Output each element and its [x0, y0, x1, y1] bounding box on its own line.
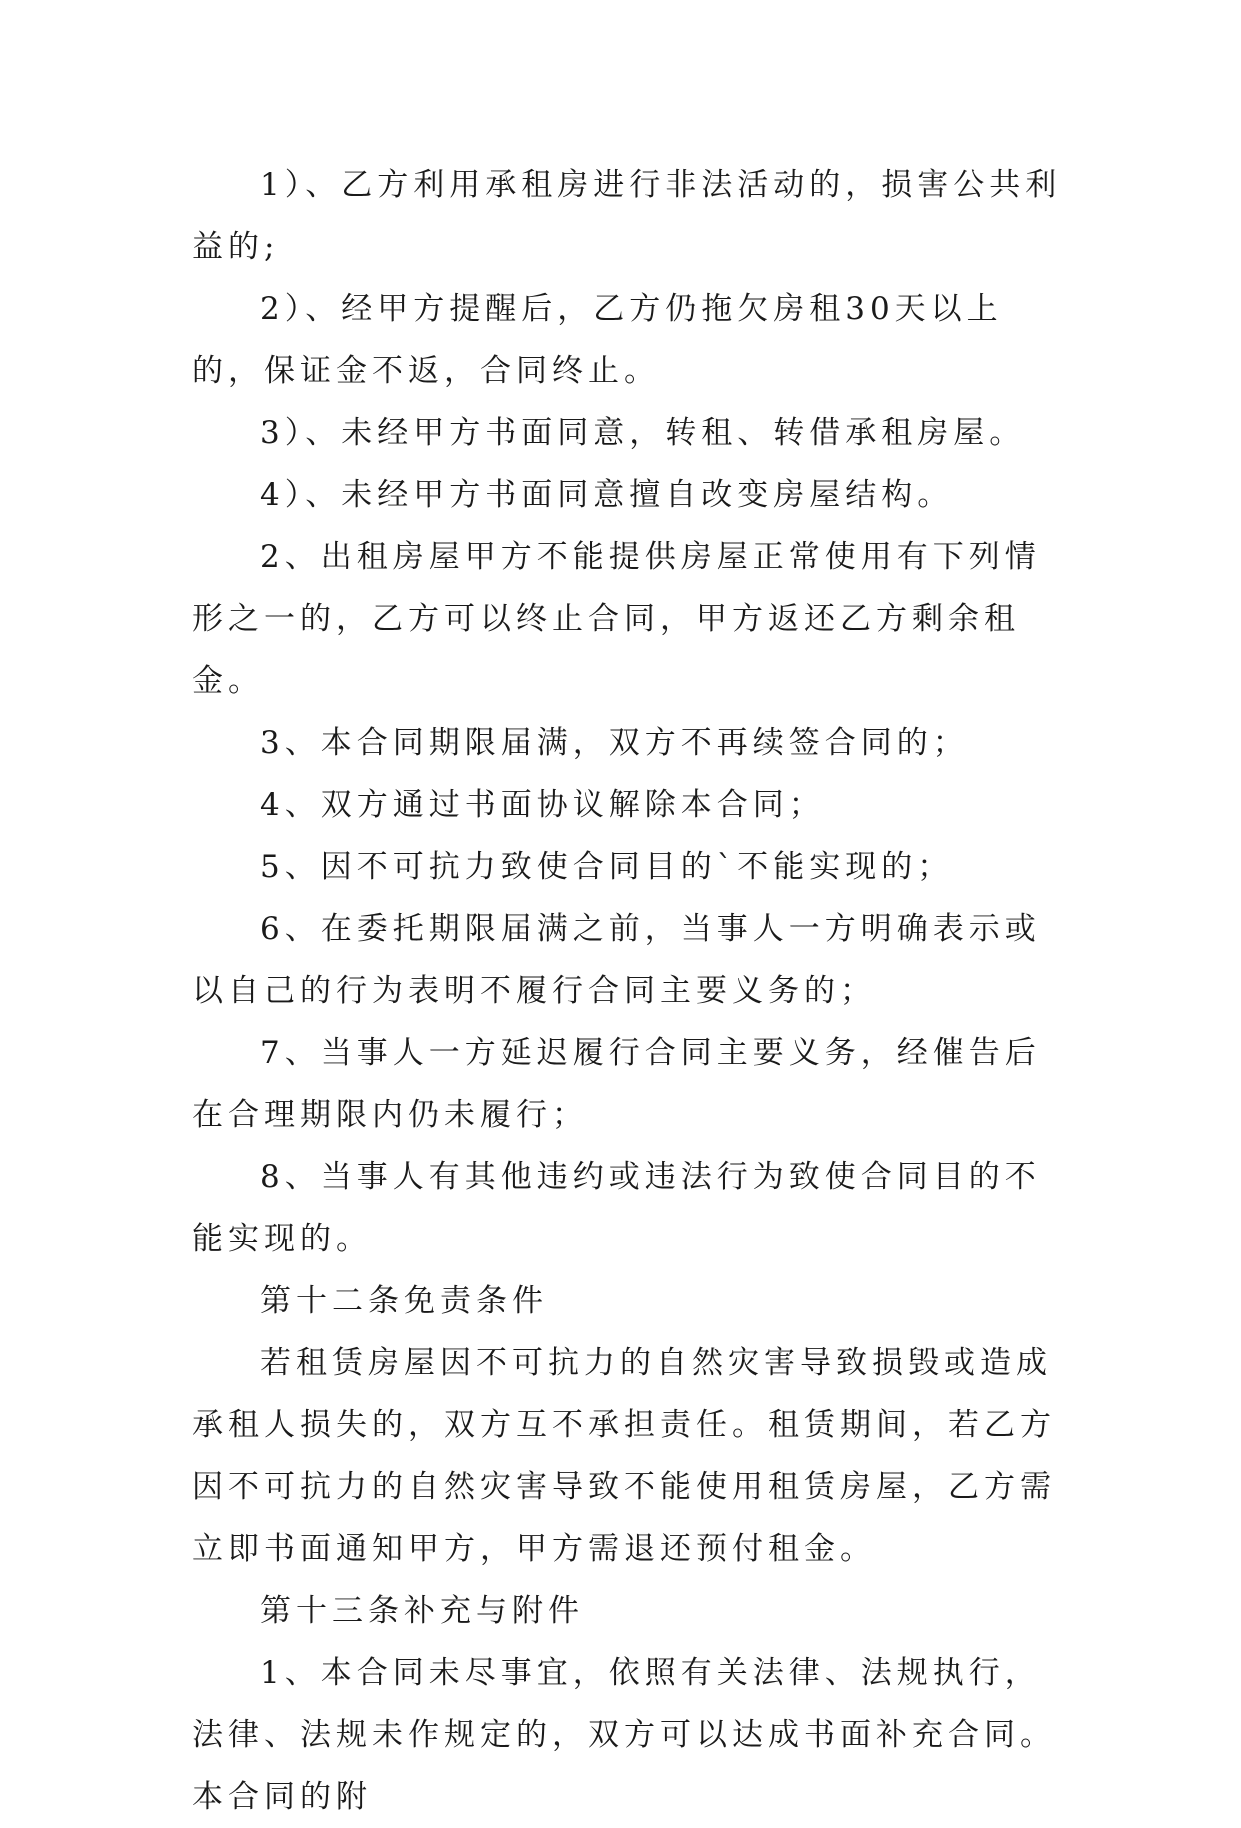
clause-paragraph: 8、当事人有其他违约或违法行为致使合同目的不能实现的。 — [192, 1159, 1041, 1257]
clause-paragraph: 7、当事人一方延迟履行合同主要义务，经催告后在合理期限内仍未履行； — [192, 1035, 1041, 1133]
clause-paragraph: 4）、未经甲方书面同意擅自改变房屋结构。 — [260, 477, 954, 513]
article-heading: 第十三条补充与附件 — [260, 1593, 584, 1629]
clause-paragraph: 3、本合同期限届满，双方不再续签合同的； — [260, 725, 969, 761]
clause-paragraph: 若租赁房屋因不可抗力的自然灾害导致损毁或造成承租人损失的，双方互不承担责任。租赁期间，若乙方因不可抗力的自然灾害导致不能使用租赁房屋，乙方需立即书面通知甲方，甲方需退还预付租金。 — [192, 1345, 1056, 1567]
clause-paragraph: 4、双方通过书面协议解除本合同； — [260, 787, 825, 823]
clause-paragraph: 5、因不可抗力致使合同目的`不能实现的； — [260, 849, 954, 885]
article-heading: 第十二条免责条件 — [260, 1283, 548, 1319]
clause-paragraph: 1、本合同未尽事宜，依照有关法律、法规执行，法律、法规未作规定的，双方可以达成书面补充合同。本合同的附 — [192, 1655, 1056, 1815]
clause-paragraph: 3）、未经甲方书面同意，转租、转借承租房屋。 — [260, 415, 1026, 451]
contract-body — [192, 154, 1067, 1828]
clause-paragraph: 6、在委托期限届满之前，当事人一方明确表示或以自己的行为表明不履行合同主要义务的； — [192, 911, 1041, 1009]
clause-paragraph: 2）、经甲方提醒后，乙方仍拖欠房租30天以上的，保证金不返，合同终止。 — [192, 291, 1003, 389]
clause-paragraph: 2、出租房屋甲方不能提供房屋正常使用有下列情形之一的，乙方可以终止合同，甲方返还乙方剩余租金。 — [192, 539, 1041, 699]
clause-paragraph: 1）、乙方利用承租房进行非法活动的，损害公共利益的; — [192, 167, 1062, 265]
